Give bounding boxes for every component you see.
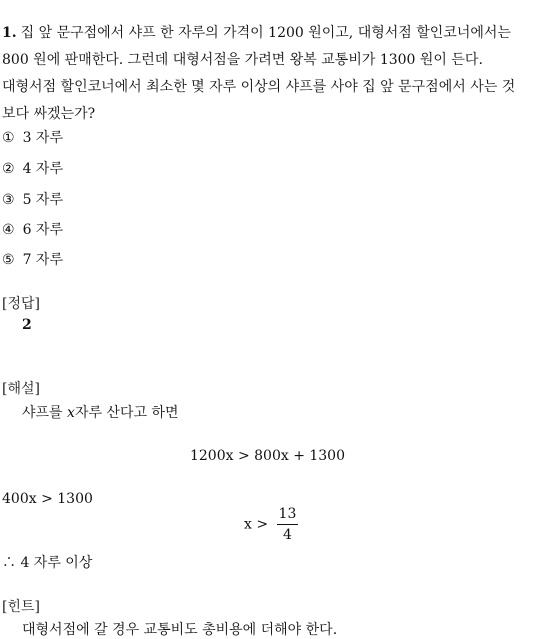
choice-5-label: 7 자루 bbox=[22, 252, 63, 268]
solution-intro bbox=[22, 402, 179, 422]
hint-heading: [힌트] bbox=[2, 599, 40, 615]
choice-1-mark: ① bbox=[2, 130, 15, 146]
inequality-1: 1200x > 800x + 1300 bbox=[189, 448, 346, 464]
choice-2[interactable] bbox=[2, 158, 63, 178]
hint-text: 대형서점에 갈 경우 교통비도 총비용에 더해야 한다. bbox=[22, 622, 338, 638]
question-body: 집 앞 문구점에서 샤프 한 자루의 가격이 1200 원이고, 대형서점 할인코너에서는 800 원에 판매한다. 그런데 대형서점을 가려면 왕복 교통비가 1300 원이 든다. 대형서점 할인코너에서 최소한 몇 자루 이상의 샤프를 사야 집 앞 문구점에서 사는 것 보다 싸겠는가? bbox=[2, 25, 516, 122]
solution-conclusion: ∴ 4 자루 이상 bbox=[2, 555, 93, 571]
choice-4-label: 6 자루 bbox=[22, 222, 63, 238]
inequality-3 bbox=[244, 506, 298, 543]
answer-value: 2 bbox=[22, 317, 32, 333]
question-text-block bbox=[2, 20, 533, 128]
choice-4[interactable] bbox=[2, 219, 63, 239]
choice-3-mark: ③ bbox=[2, 192, 15, 208]
answer-heading: [정답] bbox=[2, 296, 40, 312]
choice-2-mark: ② bbox=[2, 161, 15, 177]
choice-5-mark: ⑤ bbox=[2, 252, 15, 268]
choice-4-mark: ④ bbox=[2, 222, 15, 238]
solution-variable: x bbox=[67, 405, 75, 421]
fraction-numerator: 13 bbox=[277, 506, 299, 525]
fraction-denominator: 4 bbox=[282, 527, 292, 543]
choice-3-label: 5 자루 bbox=[22, 192, 63, 208]
solution-heading: [해설] bbox=[2, 381, 40, 397]
choice-5[interactable] bbox=[2, 249, 63, 269]
inequality-2: 400x > 1300 bbox=[2, 491, 93, 507]
fraction bbox=[277, 506, 299, 543]
choice-1-label: 3 자루 bbox=[22, 130, 63, 146]
inequality-3-lhs: x > bbox=[244, 516, 269, 533]
solution-intro-after: 자루 산다고 하면 bbox=[74, 405, 179, 421]
choice-1[interactable] bbox=[2, 127, 63, 147]
question-number: 1. bbox=[2, 25, 17, 41]
choice-3[interactable] bbox=[2, 189, 63, 209]
solution-intro-before: 샤프를 bbox=[22, 405, 63, 421]
choice-2-label: 4 자루 bbox=[22, 161, 63, 177]
